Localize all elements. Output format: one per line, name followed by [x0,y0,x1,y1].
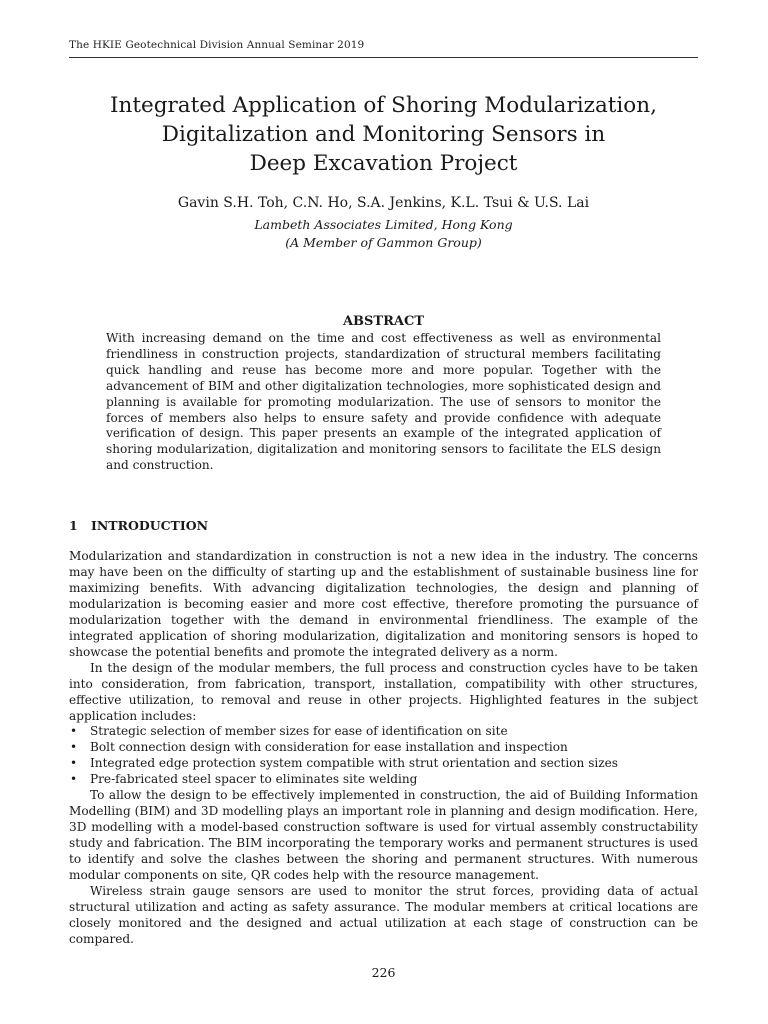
abstract-heading: ABSTRACT [342,314,425,329]
title-line: Deep Excavation Project [249,151,518,176]
bullet-icon: • [70,756,78,771]
feature-list [69,724,698,788]
list-item [69,724,698,740]
list-item-text: Bolt connection design with consideration for ease installation and inspection [90,740,568,755]
title-line: Digitalization and Monitoring Sensors in [161,122,606,147]
affiliation: Lambeth Associates Limited, Hong Kong [254,217,513,232]
running-header: The HKIE Geotechnical Division Annual Seminar 2019 [69,39,365,51]
paragraph: Wireless strain gauge sensors are used to monitor the strut forces, providing data of actual structural utilization and acting as safety assurance. The modular members at critical locations are closely monitored and the designed and actual utilization at each stage of construction can be compared. [69,884,698,946]
list-item-text: Strategic selection of member sizes for ease of identification on site [90,724,508,739]
section-number: 1 [69,518,78,533]
paragraph: In the design of the modular members, the full process and construction cycles have to be taken into consideration, from fabrication, transport, installation, compatibility with other structures, effective utilization, to removal and reuse in other projects. Highlighted features in the subject application includes: [69,660,698,723]
list-item [69,740,698,756]
author-list: Gavin S.H. Toh, C.N. Ho, S.A. Jenkins, K.L. Tsui & U.S. Lai [177,195,590,211]
page-number: 226 [371,965,396,980]
header-divider [69,57,698,58]
section-heading [69,518,208,533]
paragraph: Modularization and standardization in construction is not a new idea in the industry. The concerns may have been on the difficulty of starting up and the establishment of sustainable business line for maximizing benefits. With advancing digitalization technologies, the design and planning of modularization is becoming easier and more cost effective, therefore promoting the pursuance of modularization together with the demand in environmental friendliness. The example of the integrated application of shoring modularization, digitalization and monitoring sensors is hoped to showcase the potential benefits and promote the integrated delivery as a norm. [69,549,698,659]
list-item-text: Integrated edge protection system compatible with strut orientation and section sizes [90,756,618,771]
affiliation-parent: (A Member of Gammon Group) [285,235,482,250]
bullet-icon: • [70,740,78,755]
abstract-text: With increasing demand on the time and cost effectiveness as well as environmental friendliness in construction projects, standardization of structural members facilitating quick handling and reuse has become more and more popular. Together with the advancement of BIM and other digitalization technologies, more sophisticated design and planning is available for promoting modularization. The use of sensors to monitor the forces of members also helps to ensure safety and provide confidence with adequate verification of design. This paper presents an example of the integrated application of shoring modularization, digitalization and monitoring sensors to facilitate the ELS design and construction. [106,331,661,473]
list-item [69,772,698,788]
paragraph: To allow the design to be effectively implemented in construction, the aid of Building Information Modelling (BIM) and 3D modelling plays an important role in planning and design modification. Here, 3D modelling with a model-based construction software is used for virtual assembly constructability study and fabrication. The BIM incorporating the temporary works and permanent structures is used to identify and solve the clashes between the shoring and permanent structures. With numerous modular components on site, QR codes help with the resource management. [69,788,698,883]
section-title: INTRODUCTION [91,518,209,533]
paper-title [69,91,698,178]
bullet-icon: • [70,724,78,739]
bullet-icon: • [70,772,78,787]
list-item-text: Pre-fabricated steel spacer to eliminates site welding [90,772,418,787]
title-line: Integrated Application of Shoring Modularization, [110,93,657,118]
list-item [69,756,698,772]
section-body [69,549,698,948]
